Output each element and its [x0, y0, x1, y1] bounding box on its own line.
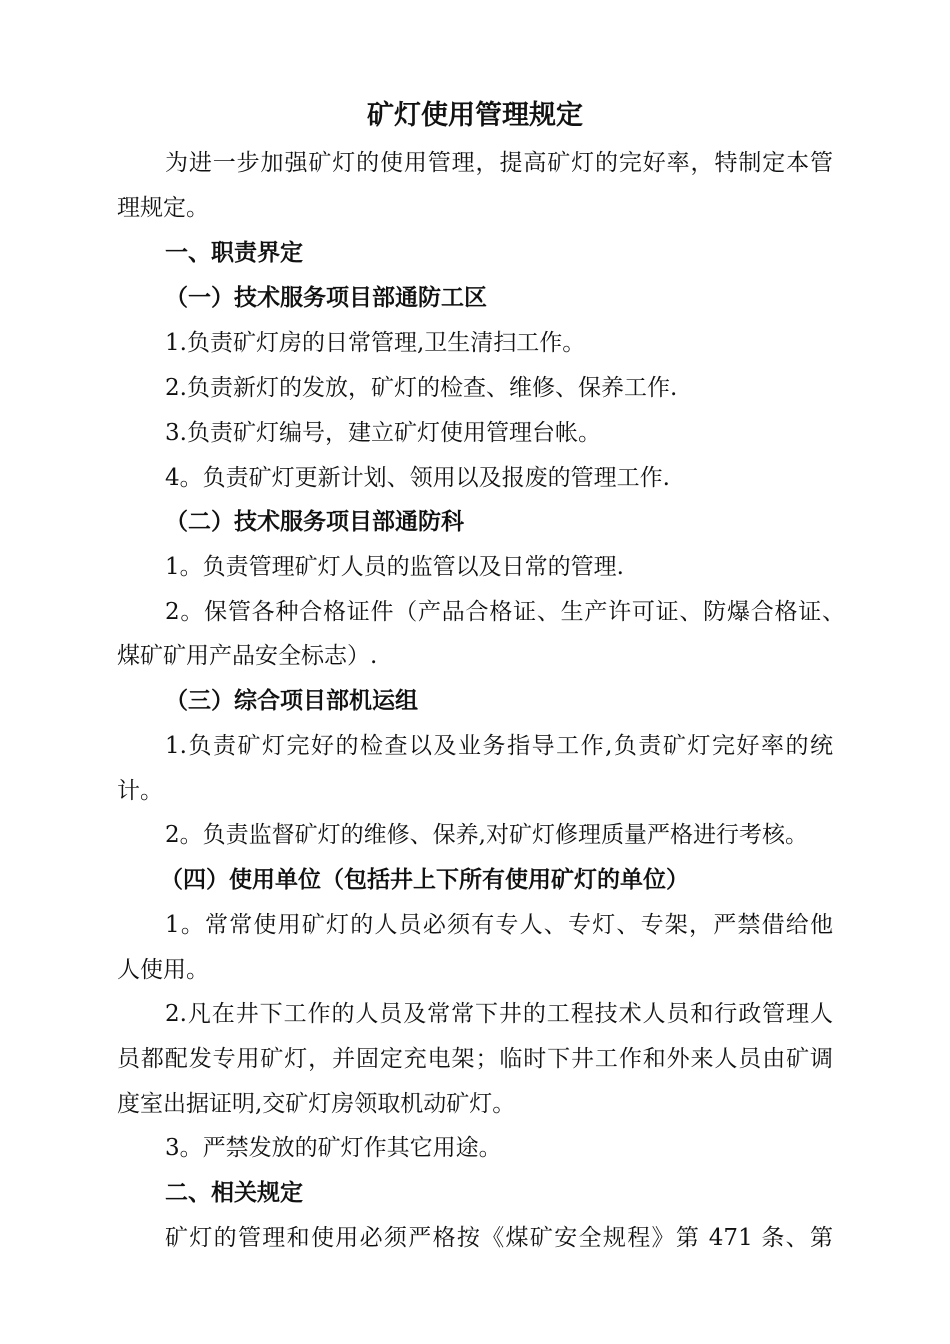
list-item: 3.负责矿灯编号，建立矿灯使用管理台帐。 [165, 420, 601, 446]
list-item: 1.负责矿灯房的日常管理,卫生清扫工作。 [165, 330, 586, 356]
list-item: 人使用。 [117, 957, 209, 983]
list-item: 度室出据证明,交矿灯房领取机动矿灯。 [117, 1091, 516, 1117]
list-item: 4。负责矿灯更新计划、领用以及报废的管理工作. [165, 465, 670, 491]
subsection-heading: （三）综合项目部机运组 [165, 687, 418, 714]
subsection-heading: （四）使用单位（包括井上下所有使用矿灯的单位） [160, 866, 689, 893]
list-item: 煤矿矿用产品安全标志）. [117, 643, 378, 669]
subsection-heading: （二）技术服务项目部通防科 [165, 508, 464, 535]
list-item: 1.负责矿灯完好的检查以及业务指导工作,负责矿灯完好率的统 [165, 733, 833, 759]
intro-line: 为进一步加强矿灯的使用管理，提高矿灯的完好率，特制定本管 [165, 150, 833, 176]
body-line: 矿灯的管理和使用必须严格按《煤矿安全规程》第 471 条、第 [165, 1225, 833, 1251]
list-item: 3。严禁发放的矿灯作其它用途。 [165, 1135, 502, 1161]
section-heading: 一、职责界定 [165, 239, 303, 266]
list-item: 2.凡在井下工作的人员及常常下井的工程技术人员和行政管理人 [165, 1001, 833, 1027]
list-item: 计。 [117, 778, 163, 804]
document-title: 矿灯使用管理规定 [367, 100, 583, 131]
subsection-heading: （一）技术服务项目部通防工区 [165, 284, 487, 311]
section-heading: 二、相关规定 [165, 1179, 303, 1206]
list-item: 1。常常使用矿灯的人员必须有专人、专灯、专架，严禁借给他 [165, 912, 833, 938]
list-item: 2.负责新灯的发放，矿灯的检查、维修、保养工作. [165, 375, 678, 401]
intro-line: 理规定。 [117, 195, 209, 221]
list-item: 2。保管各种合格证件（产品合格证、生产许可证、防爆合格证、 [165, 599, 845, 625]
list-item: 1。负责管理矿灯人员的监管以及日常的管理. [165, 554, 624, 580]
list-item: 员都配发专用矿灯，并固定充电架；临时下井工作和外来人员由矿调 [117, 1046, 833, 1072]
list-item: 2。负责监督矿灯的维修、保养,对矿灯修理质量严格进行考核。 [165, 822, 808, 848]
